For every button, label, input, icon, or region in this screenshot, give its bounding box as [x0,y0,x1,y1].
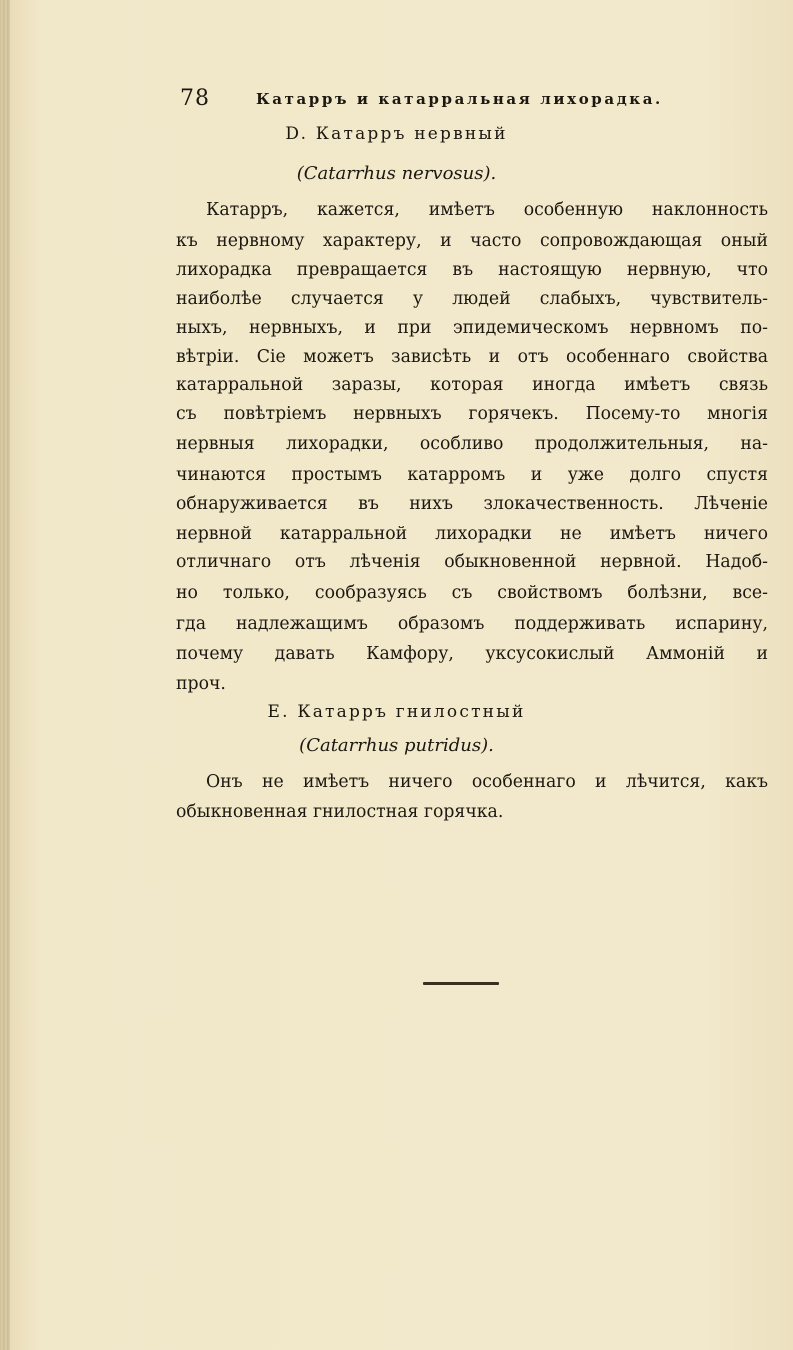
page-binding-edge [0,0,10,1350]
end-ornament-rule [423,982,499,985]
section-d-heading: D. Катарръ нервный [285,124,508,144]
section-d-line: нервныя лихорадки, особливо продолжительныя, на- [176,434,768,454]
section-d-line: лихорадка превращается въ настоящую нервную, что [176,260,768,280]
section-d-line: нервной катарральной лихорадки не имѣетъ ничего [176,524,768,544]
section-d-line: ныхъ, нервныхъ, и при эпидемическомъ нервномъ по- [176,318,768,338]
section-d-line: обнаруживается въ нихъ злокачественность. Лѣченіе [176,494,768,514]
running-head-title: Катарръ и катарральная лихорадка. [256,90,663,108]
section-e-latin-name: (Catarrhus putridus). [299,735,494,756]
section-d-line: катарральной заразы, которая иногда имѣетъ связь [176,375,768,395]
section-d-line: наиболѣе случается у людей слабыхъ, чувствитель- [176,289,768,309]
section-d-line: почему давать Камфору, уксусокислый Аммоній и [176,644,768,664]
section-d-line: Катарръ, кажется, имѣетъ особенную наклонность [206,200,768,220]
running-head [180,86,720,116]
section-d-line: проч. [176,674,226,694]
section-d-line: съ повѣтріемъ нервныхъ горячекъ. Посему-то многія [176,404,768,424]
page-number: 78 [180,86,210,111]
section-d-line: чинаются простымъ катарромъ и уже долго спустя [176,465,768,485]
section-d-line: вѣтріи. Сіе можетъ зависѣть и отъ особеннаго свойства [176,347,768,367]
section-d-line: но только, сообразуясь съ свойствомъ болѣзни, все- [176,583,768,603]
section-e-heading: E. Катарръ гнилостный [267,702,526,722]
section-d-line: гда надлежащимъ образомъ поддерживать испарину, [176,614,768,634]
section-e-line: Онъ не имѣетъ ничего особеннаго и лѣчится, какъ [206,772,768,792]
section-d-latin-name: (Catarrhus nervosus). [296,163,497,184]
section-d-line: къ нервному характеру, и часто сопровождающая оный [176,231,768,251]
section-d-line: отличнаго отъ лѣченія обыкновенной нервной. Надоб- [176,552,768,572]
section-e-line: обыкновенная гнилостная горячка. [176,802,504,822]
